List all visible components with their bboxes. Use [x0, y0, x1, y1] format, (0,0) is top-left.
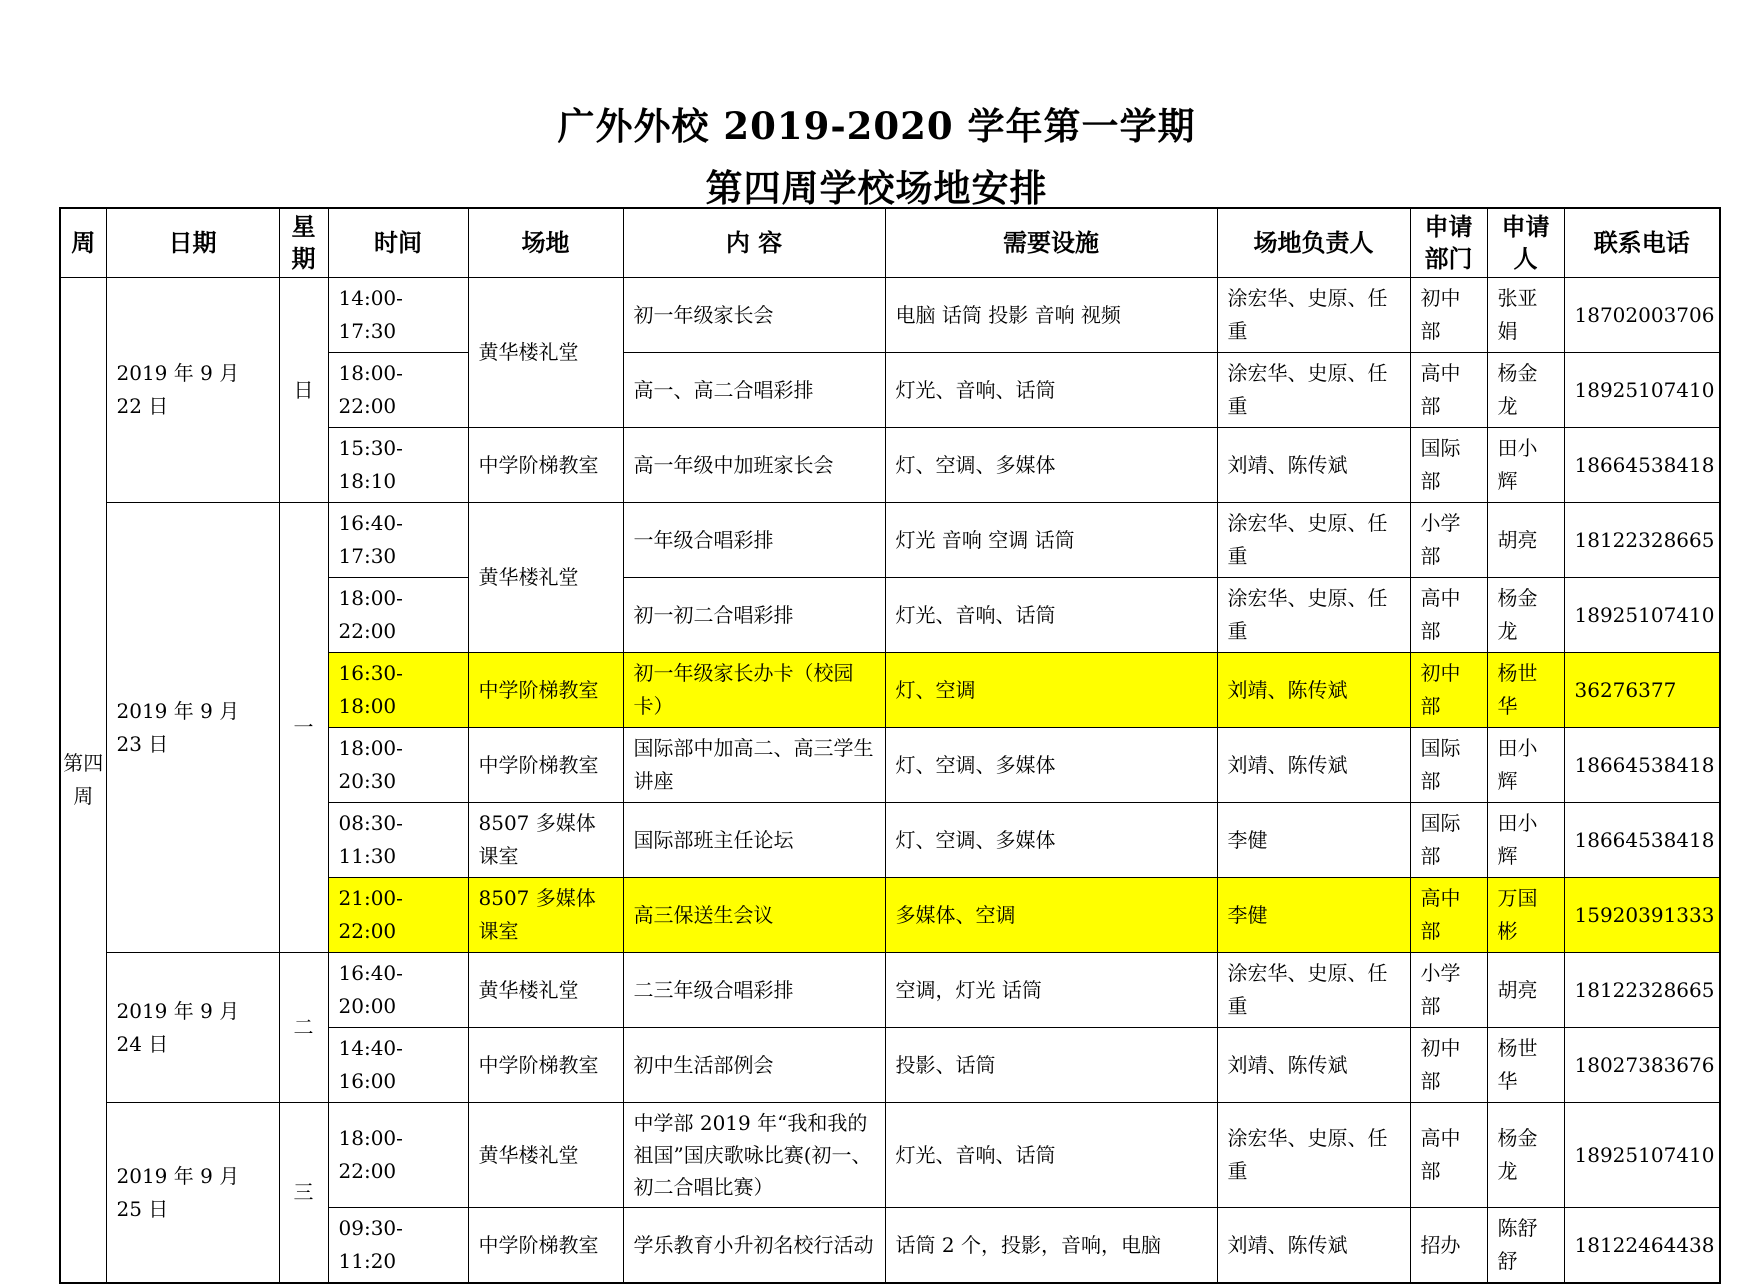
manager-cell: 涂宏华、史原、任重 [1217, 1103, 1410, 1208]
phone-cell: 18925107410 [1564, 353, 1720, 428]
content-cell: 高三保送生会议 [623, 878, 885, 953]
applicant-cell: 田小辉 [1487, 428, 1564, 503]
time-cell: 18:00-20:30 [328, 728, 468, 803]
equipment-cell: 灯、空调、多媒体 [885, 428, 1217, 503]
dept-cell: 小学部 [1410, 503, 1487, 578]
time-cell: 16:40-17:30 [328, 503, 468, 578]
dept-cell: 国际部 [1410, 428, 1487, 503]
manager-cell: 李健 [1217, 878, 1410, 953]
content-cell: 国际部中加高二、高三学生讲座 [623, 728, 885, 803]
applicant-cell: 杨世华 [1487, 1028, 1564, 1103]
manager-cell: 刘靖、陈传斌 [1217, 1028, 1410, 1103]
time-cell: 16:40-20:00 [328, 953, 468, 1028]
time-cell: 18:00-22:00 [328, 353, 468, 428]
venue-cell: 中学阶梯教室 [468, 428, 623, 503]
header-applicant: 申请人 [1487, 208, 1564, 278]
manager-cell: 刘靖、陈传斌 [1217, 728, 1410, 803]
applicant-cell: 杨金龙 [1487, 578, 1564, 653]
time-cell: 15:30-18:10 [328, 428, 468, 503]
venue-cell: 中学阶梯教室 [468, 728, 623, 803]
phone-cell: 18664538418 [1564, 803, 1720, 878]
manager-cell: 涂宏华、史原、任重 [1217, 578, 1410, 653]
equipment-cell: 灯、空调 [885, 653, 1217, 728]
dept-cell: 国际部 [1410, 803, 1487, 878]
equipment-cell: 灯光 音响 空调 话筒 [885, 503, 1217, 578]
venue-cell: 黄华楼礼堂 [468, 278, 623, 428]
time-cell: 14:00-17:30 [328, 278, 468, 353]
weekday-cell: 三 [279, 1103, 328, 1284]
applicant-cell: 杨世华 [1487, 653, 1564, 728]
venue-cell: 中学阶梯教室 [468, 653, 623, 728]
manager-cell: 涂宏华、史原、任重 [1217, 503, 1410, 578]
dept-cell: 初中部 [1410, 278, 1487, 353]
venue-cell: 8507 多媒体课室 [468, 803, 623, 878]
table-row [60, 1103, 1720, 1208]
date-cell: 2019 年 9 月 22 日 [106, 278, 279, 503]
dept-cell: 国际部 [1410, 728, 1487, 803]
header-row [60, 208, 1720, 278]
applicant-cell: 杨金龙 [1487, 1103, 1564, 1208]
dept-cell: 高中部 [1410, 878, 1487, 953]
manager-cell: 涂宏华、史原、任重 [1217, 278, 1410, 353]
venue-cell: 黄华楼礼堂 [468, 953, 623, 1028]
content-cell: 学乐教育小升初名校行活动 [623, 1208, 885, 1284]
date-cell: 2019 年 9 月 24 日 [106, 953, 279, 1103]
equipment-cell: 话筒 2 个，投影，音响，电脑 [885, 1208, 1217, 1284]
equipment-cell: 多媒体、空调 [885, 878, 1217, 953]
equipment-cell: 电脑 话筒 投影 音响 视频 [885, 278, 1217, 353]
time-cell: 08:30-11:30 [328, 803, 468, 878]
header-phone: 联系电话 [1564, 208, 1720, 278]
document-title: 广外外校 2019-2020 学年第一学期 [557, 104, 1196, 148]
phone-cell: 18122328665 [1564, 503, 1720, 578]
dept-cell: 高中部 [1410, 353, 1487, 428]
phone-cell: 18122464438 [1564, 1208, 1720, 1284]
content-cell: 初一年级家长会 [623, 278, 885, 353]
dept-cell: 初中部 [1410, 1028, 1487, 1103]
time-cell: 21:00-22:00 [328, 878, 468, 953]
venue-cell: 中学阶梯教室 [468, 1208, 623, 1284]
dept-cell: 初中部 [1410, 653, 1487, 728]
content-cell: 一年级合唱彩排 [623, 503, 885, 578]
header-dept: 申请部门 [1410, 208, 1487, 278]
equipment-cell: 空调，灯光 话筒 [885, 953, 1217, 1028]
time-cell: 16:30-18:00 [328, 653, 468, 728]
equipment-cell: 灯光、音响、话筒 [885, 353, 1217, 428]
header-weekday: 星期 [279, 208, 328, 278]
phone-cell: 18027383676 [1564, 1028, 1720, 1103]
manager-cell: 刘靖、陈传斌 [1217, 653, 1410, 728]
content-cell: 国际部班主任论坛 [623, 803, 885, 878]
dept-cell: 高中部 [1410, 1103, 1487, 1208]
phone-cell: 18664538418 [1564, 728, 1720, 803]
table-row [60, 278, 1720, 353]
content-cell: 高一年级中加班家长会 [623, 428, 885, 503]
venue-cell: 8507 多媒体课室 [468, 878, 623, 953]
content-cell: 初一年级家长办卡（校园卡） [623, 653, 885, 728]
weekday-cell: 二 [279, 953, 328, 1103]
manager-cell: 涂宏华、史原、任重 [1217, 953, 1410, 1028]
week-cell: 第四周 [60, 278, 106, 1284]
time-cell: 18:00-22:00 [328, 1103, 468, 1208]
applicant-cell: 杨金龙 [1487, 353, 1564, 428]
document-subtitle: 第四周学校场地安排 [705, 166, 1048, 210]
applicant-cell: 张亚娟 [1487, 278, 1564, 353]
equipment-cell: 投影、话筒 [885, 1028, 1217, 1103]
phone-cell: 18925107410 [1564, 578, 1720, 653]
header-manager: 场地负责人 [1217, 208, 1410, 278]
venue-cell: 黄华楼礼堂 [468, 503, 623, 653]
applicant-cell: 田小辉 [1487, 728, 1564, 803]
header-time: 时间 [328, 208, 468, 278]
schedule-table [59, 207, 1721, 1284]
date-cell: 2019 年 9 月 25 日 [106, 1103, 279, 1284]
header-week: 周 [60, 208, 106, 278]
venue-cell: 中学阶梯教室 [468, 1028, 623, 1103]
content-cell: 初一初二合唱彩排 [623, 578, 885, 653]
applicant-cell: 陈舒舒 [1487, 1208, 1564, 1284]
applicant-cell: 万国彬 [1487, 878, 1564, 953]
weekday-cell: 一 [279, 503, 328, 953]
manager-cell: 涂宏华、史原、任重 [1217, 353, 1410, 428]
header-content: 内 容 [623, 208, 885, 278]
phone-cell: 18925107410 [1564, 1103, 1720, 1208]
weekday-cell: 日 [279, 278, 328, 503]
applicant-cell: 田小辉 [1487, 803, 1564, 878]
equipment-cell: 灯、空调、多媒体 [885, 803, 1217, 878]
phone-cell: 36276377 [1564, 653, 1720, 728]
time-cell: 09:30-11:20 [328, 1208, 468, 1284]
phone-cell: 18122328665 [1564, 953, 1720, 1028]
phone-cell: 18702003706 [1564, 278, 1720, 353]
header-equipment: 需要设施 [885, 208, 1217, 278]
table-row [60, 953, 1720, 1028]
dept-cell: 小学部 [1410, 953, 1487, 1028]
content-cell: 初中生活部例会 [623, 1028, 885, 1103]
content-cell: 高一、高二合唱彩排 [623, 353, 885, 428]
venue-cell: 黄华楼礼堂 [468, 1103, 623, 1208]
time-cell: 18:00-22:00 [328, 578, 468, 653]
manager-cell: 李健 [1217, 803, 1410, 878]
equipment-cell: 灯光、音响、话筒 [885, 578, 1217, 653]
phone-cell: 18664538418 [1564, 428, 1720, 503]
time-cell: 14:40-16:00 [328, 1028, 468, 1103]
equipment-cell: 灯光、音响、话筒 [885, 1103, 1217, 1208]
table-row [60, 503, 1720, 578]
header-venue: 场地 [468, 208, 623, 278]
dept-cell: 招办 [1410, 1208, 1487, 1284]
header-date: 日期 [106, 208, 279, 278]
applicant-cell: 胡亮 [1487, 503, 1564, 578]
phone-cell: 15920391333 [1564, 878, 1720, 953]
manager-cell: 刘靖、陈传斌 [1217, 428, 1410, 503]
equipment-cell: 灯、空调、多媒体 [885, 728, 1217, 803]
content-cell: 中学部 2019 年“我和我的祖国”国庆歌咏比赛(初一、初二合唱比赛） [623, 1103, 885, 1208]
applicant-cell: 胡亮 [1487, 953, 1564, 1028]
dept-cell: 高中部 [1410, 578, 1487, 653]
content-cell: 二三年级合唱彩排 [623, 953, 885, 1028]
manager-cell: 刘靖、陈传斌 [1217, 1208, 1410, 1284]
date-cell: 2019 年 9 月 23 日 [106, 503, 279, 953]
